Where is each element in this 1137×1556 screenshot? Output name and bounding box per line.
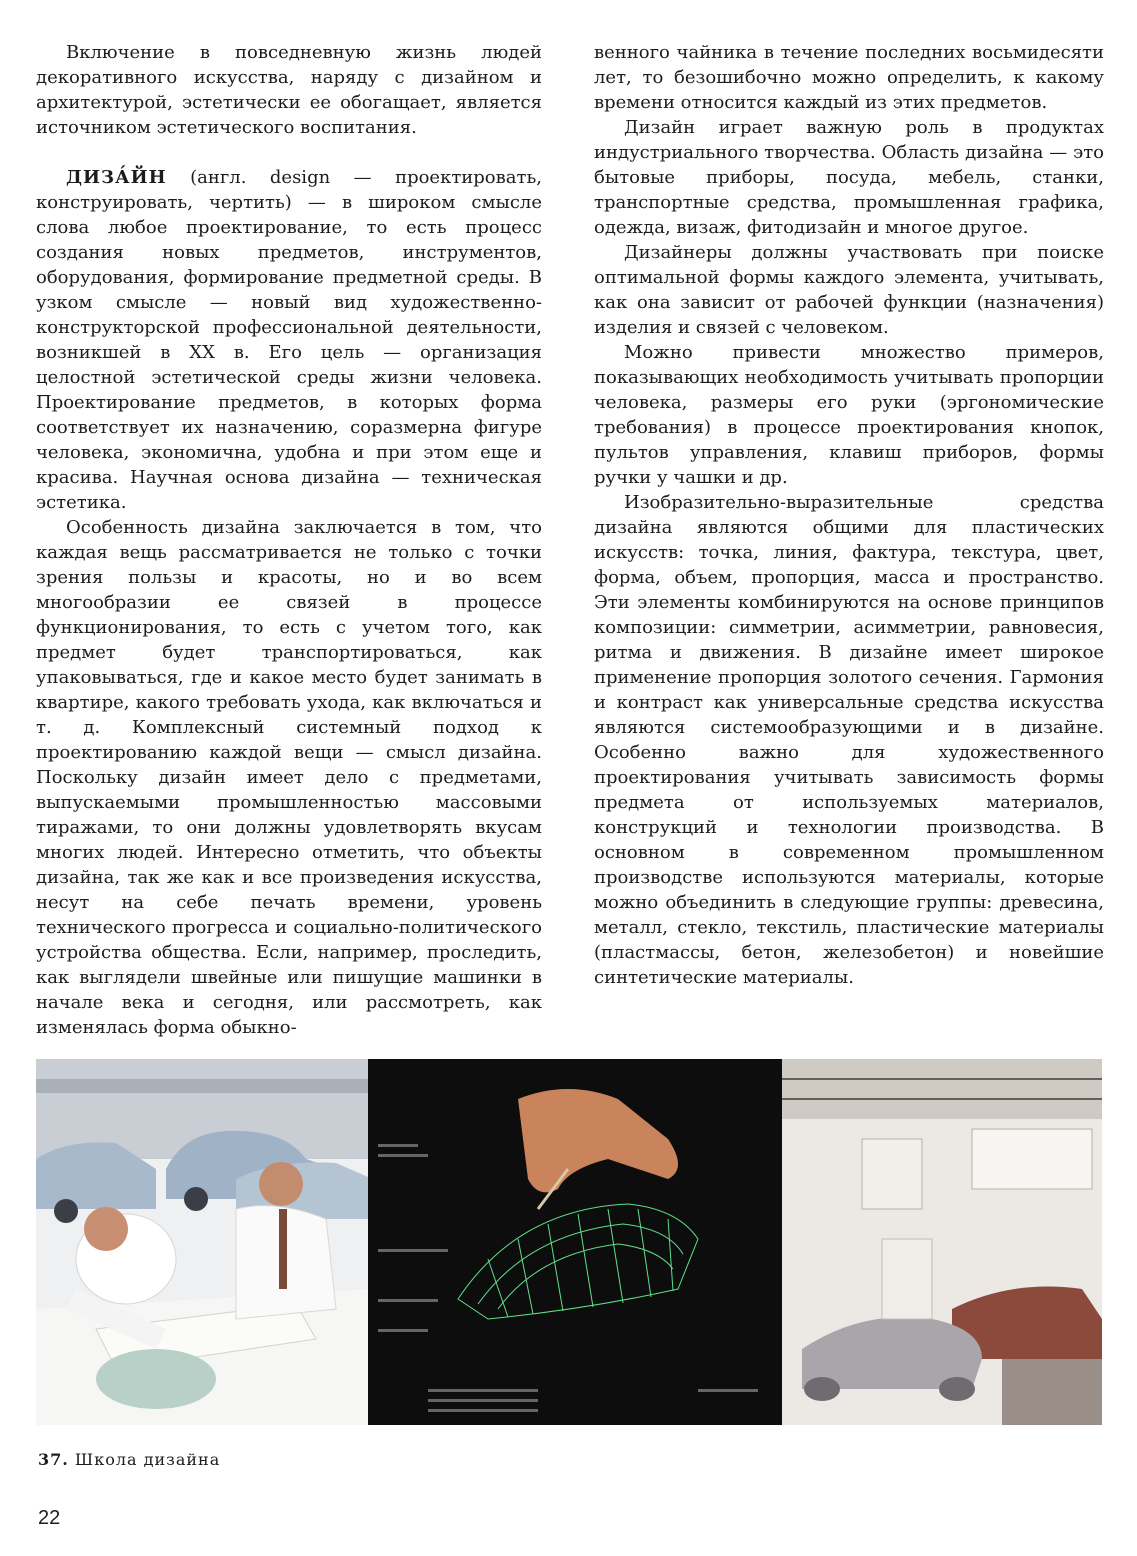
figure-caption	[38, 1450, 220, 1469]
paragraph-ergonomics: Можно привести множество примеров, показывающих необходимость учитывать пропорции человека, размеры его руки (эргономические требования) в процессе проектирования кнопок, пультов управления, клавиш приборов, формы ручки у чашки и др.	[594, 342, 1104, 488]
photo-cad-wireframe	[368, 1059, 782, 1425]
design-school-photo	[36, 1059, 1102, 1425]
paragraph-definition	[36, 165, 542, 515]
wireframe-illustration	[368, 1059, 782, 1425]
term-heading: ДИЗА́ЙН	[66, 167, 167, 188]
figure-caption-text: Школа дизайна	[68, 1450, 221, 1469]
photo-designers-studio	[36, 1059, 368, 1425]
paragraph-designers: Дизайнеры должны участвовать при поиске оптимальной формы каждого элемента, учитывать, как она зависит от рабочей функции (назначения) изделия и связей с человеком.	[594, 242, 1104, 338]
paragraph-feature: Особенность дизайна заключается в том, что каждая вещь рассматривается не только с точки зрения пользы и красоты, но и во всем многообразии ее связей в процессе функционирования, то есть с учетом того, как предмет будет транспортироваться, как упаковываться, где и какое место будет занимать в квартире, какого требовать ухода, как включаться и т. д. Комплексный системный подход к проектированию каждой вещи — смысл дизайна. Поскольку дизайн имеет дело с предметами, выпускаемыми промышленностью массовыми тиражами, то они должны удовлетворять вкусам многих людей. Интересно отметить, что объекты дизайна, так же как и все произведения искусства, несут на себе печать времени, уровень технического прогресса и социально-политического устройства общества. Если, например, проследить, как выглядели швейные или пишущие машинки в начале века и сегодня, или рассмотреть, как изменялась форма обыкно-	[36, 517, 542, 1038]
studio-illustration	[36, 1059, 368, 1425]
paragraph-continuation: венного чайника в течение последних восьмидесяти лет, то безошибочно можно определить, к какому времени относится каждый из этих предметов.	[594, 42, 1104, 113]
definition-text: (англ. design — проектировать, конструировать, чертить) — в широком смысле слова любое проектирование, то есть процесс создания новых предметов, инструментов, оборудования, формирование предметной среды. В узком смысле — новый вид художественно-конструкторской профессиональной деятельности, возникшей в XX в. Его цель — организация целостной эстетической среды жизни человека. Проектирование предметов, в которых форма соответствует их назначению, соразмерна фигуре человека, экономична, удобна и при этом еще и красива. Научная основа дизайна — техническая эстетика.	[36, 167, 542, 513]
left-column	[36, 40, 542, 1040]
page-number: 22	[38, 1507, 61, 1529]
workshop-illustration	[782, 1059, 1102, 1425]
spacer	[36, 140, 542, 165]
right-column	[594, 40, 1104, 990]
photo-workshop	[782, 1059, 1102, 1425]
paragraph-role: Дизайн играет важную роль в продуктах индустриального творчества. Область дизайна — это бытовые приборы, посуда, мебель, станки, транспортные средства, промышленная графика, одежда, визаж, фитодизайн и многое другое.	[594, 117, 1104, 238]
paragraph-intro: Включение в повседневную жизнь людей декоративного искусства, наряду с дизайном и архитектурой, эстетически ее обогащает, является источником эстетического воспитания.	[36, 42, 542, 138]
paragraph-means: Изобразительно-выразительные средства дизайна являются общими для пластических искусств: точка, линия, фактура, текстура, цвет, форма, объем, пропорция, масса и пространство. Эти элементы комбинируются на основе принципов композиции: симметрии, асимметрии, равновесия, ритма и движения. В дизайне имеет широкое применение пропорция золотого сечения. Гармония и контраст как универсальные средства искусства являются системообразующими и в дизайне. Особенно важно для художественного проектирования учитывать зависимость формы предмета от используемых материалов, конструкций и технологии производства. В основном в современном промышленном производстве используются материалы, которые можно объединить в следующие группы: древесина, металл, стекло, текстиль, пластические материалы (пластмассы, бетон, железобетон) и новейшие синтетические материалы.	[594, 492, 1104, 988]
figure-number: 37.	[38, 1450, 69, 1469]
